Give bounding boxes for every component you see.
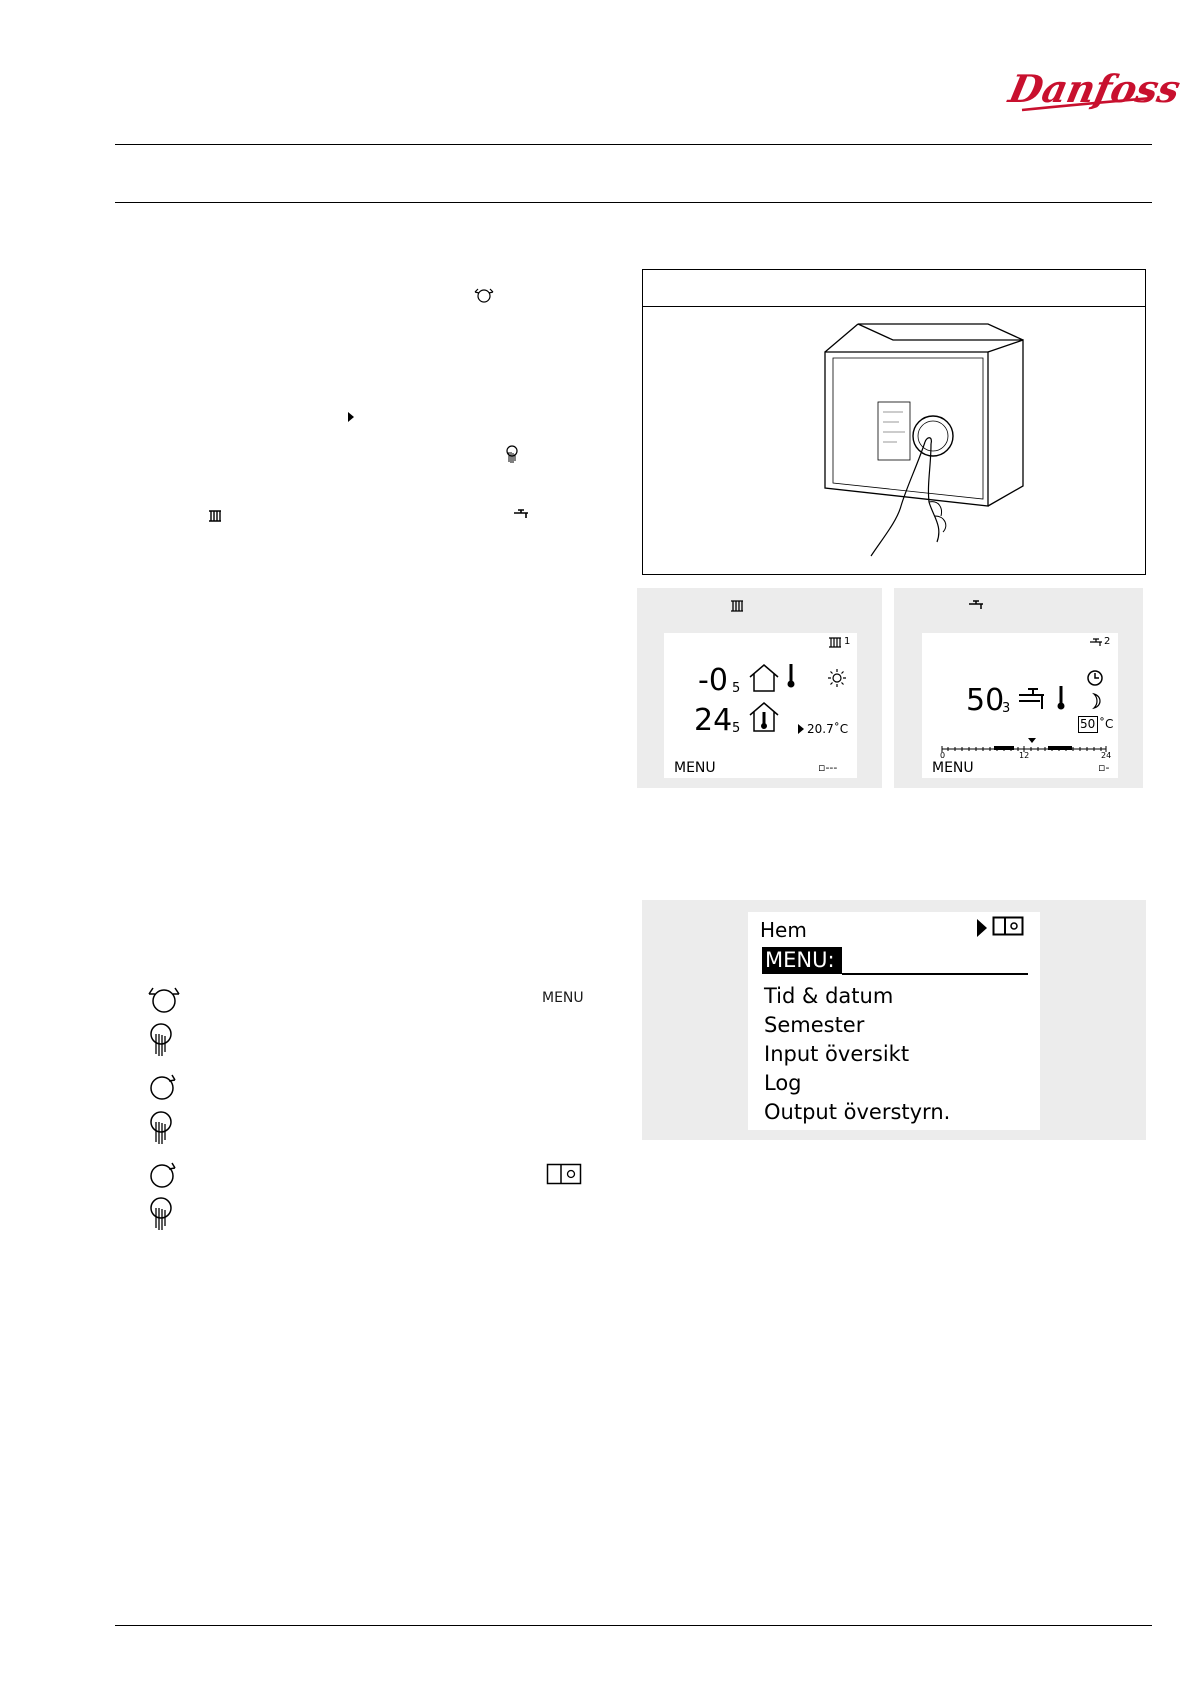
house-icon: [748, 663, 780, 693]
menu-title: MENU:: [765, 948, 835, 972]
turn-dial-right-icon: [148, 1160, 180, 1190]
tap-icon: [1018, 685, 1050, 713]
radiator-icon: [730, 600, 744, 612]
sun-icon: [828, 669, 846, 687]
room-temp-value: 24: [694, 703, 733, 738]
menu-title-underline: [842, 973, 1028, 975]
breadcrumb: Hem: [760, 918, 807, 942]
figure-menu-panel: [642, 900, 1146, 1140]
controller-illustration: [813, 316, 1043, 566]
push-dial-icon: [146, 1110, 176, 1146]
push-dial-icon: [146, 1022, 176, 1058]
dhw-temp-value: 50: [966, 683, 1005, 718]
page-indicator: ▫‑: [1098, 761, 1110, 774]
figure-device-frame: [642, 269, 1146, 575]
room-setpoint: 20.7˚C: [807, 722, 849, 736]
turn-dial-right-icon: [148, 1072, 180, 1102]
header-rule-top: [115, 144, 1152, 145]
push-dial-icon: [146, 1196, 176, 1232]
dhw-setpoint: 50: [1080, 717, 1096, 731]
schedule-tick-0: 0: [940, 751, 946, 760]
schedule-tick-12: 12: [1019, 751, 1030, 760]
tap-icon: [1089, 638, 1103, 648]
outdoor-temp-decimal: 5: [732, 681, 741, 696]
tap-icon: [968, 600, 984, 612]
push-dial-icon: [503, 444, 521, 466]
thermometer-icon: [786, 663, 796, 689]
step1-menu-label: MENU: [542, 990, 584, 1006]
figure-device-caption-bar: [643, 306, 1145, 307]
arrow-right-icon: [976, 918, 988, 938]
controller-icon: [992, 916, 1024, 936]
circuit-number: 2: [1104, 636, 1111, 647]
menu-item-input-oversikt[interactable]: Input översikt: [764, 1042, 910, 1066]
clock-icon: [1086, 669, 1104, 687]
moon-icon: [1090, 693, 1104, 709]
menu-item-output-overstyrn[interactable]: Output överstyrn.: [764, 1100, 951, 1124]
footer-rule: [115, 1625, 1152, 1626]
menu-item-log[interactable]: Log: [764, 1071, 802, 1095]
tap-icon: [512, 508, 530, 522]
dhw-setpoint-unit: ˚C: [1099, 717, 1114, 731]
svg-text:Danfoss: Danfoss: [1004, 67, 1185, 112]
turn-dial-both-ways-icon: [144, 984, 184, 1014]
menu-label: MENU: [932, 760, 974, 776]
menu-item-tid-datum[interactable]: Tid & datum: [764, 984, 894, 1008]
heating-lcd: [664, 633, 857, 778]
dhw-lcd: [922, 633, 1118, 778]
figure-heating-panel: [637, 588, 882, 788]
dhw-temp-decimal: 3: [1002, 701, 1011, 716]
circuit-number: 1: [844, 636, 851, 647]
rotate-dial-icon: [472, 286, 496, 304]
thermometer-icon: [1056, 685, 1066, 711]
menu-item-semester[interactable]: Semester: [764, 1013, 865, 1037]
header-rule-bottom: [115, 202, 1152, 203]
brand-logo: [1004, 60, 1185, 122]
outdoor-temp-value: -0: [698, 663, 728, 698]
radiator-icon: [828, 637, 842, 648]
arrow-right-icon: [346, 410, 356, 424]
menu-lcd: [748, 912, 1040, 1130]
arrow-right-icon: [797, 723, 805, 735]
house-thermometer-icon: [748, 701, 780, 733]
schedule-tick-24: 24: [1101, 751, 1112, 760]
figure-dhw-panel: [894, 588, 1143, 788]
radiator-icon: [207, 509, 223, 523]
page-indicator: ▫‑‑‑: [818, 761, 838, 774]
room-temp-decimal: 5: [732, 721, 741, 736]
menu-label: MENU: [674, 760, 716, 776]
controller-icon: [546, 1163, 582, 1185]
